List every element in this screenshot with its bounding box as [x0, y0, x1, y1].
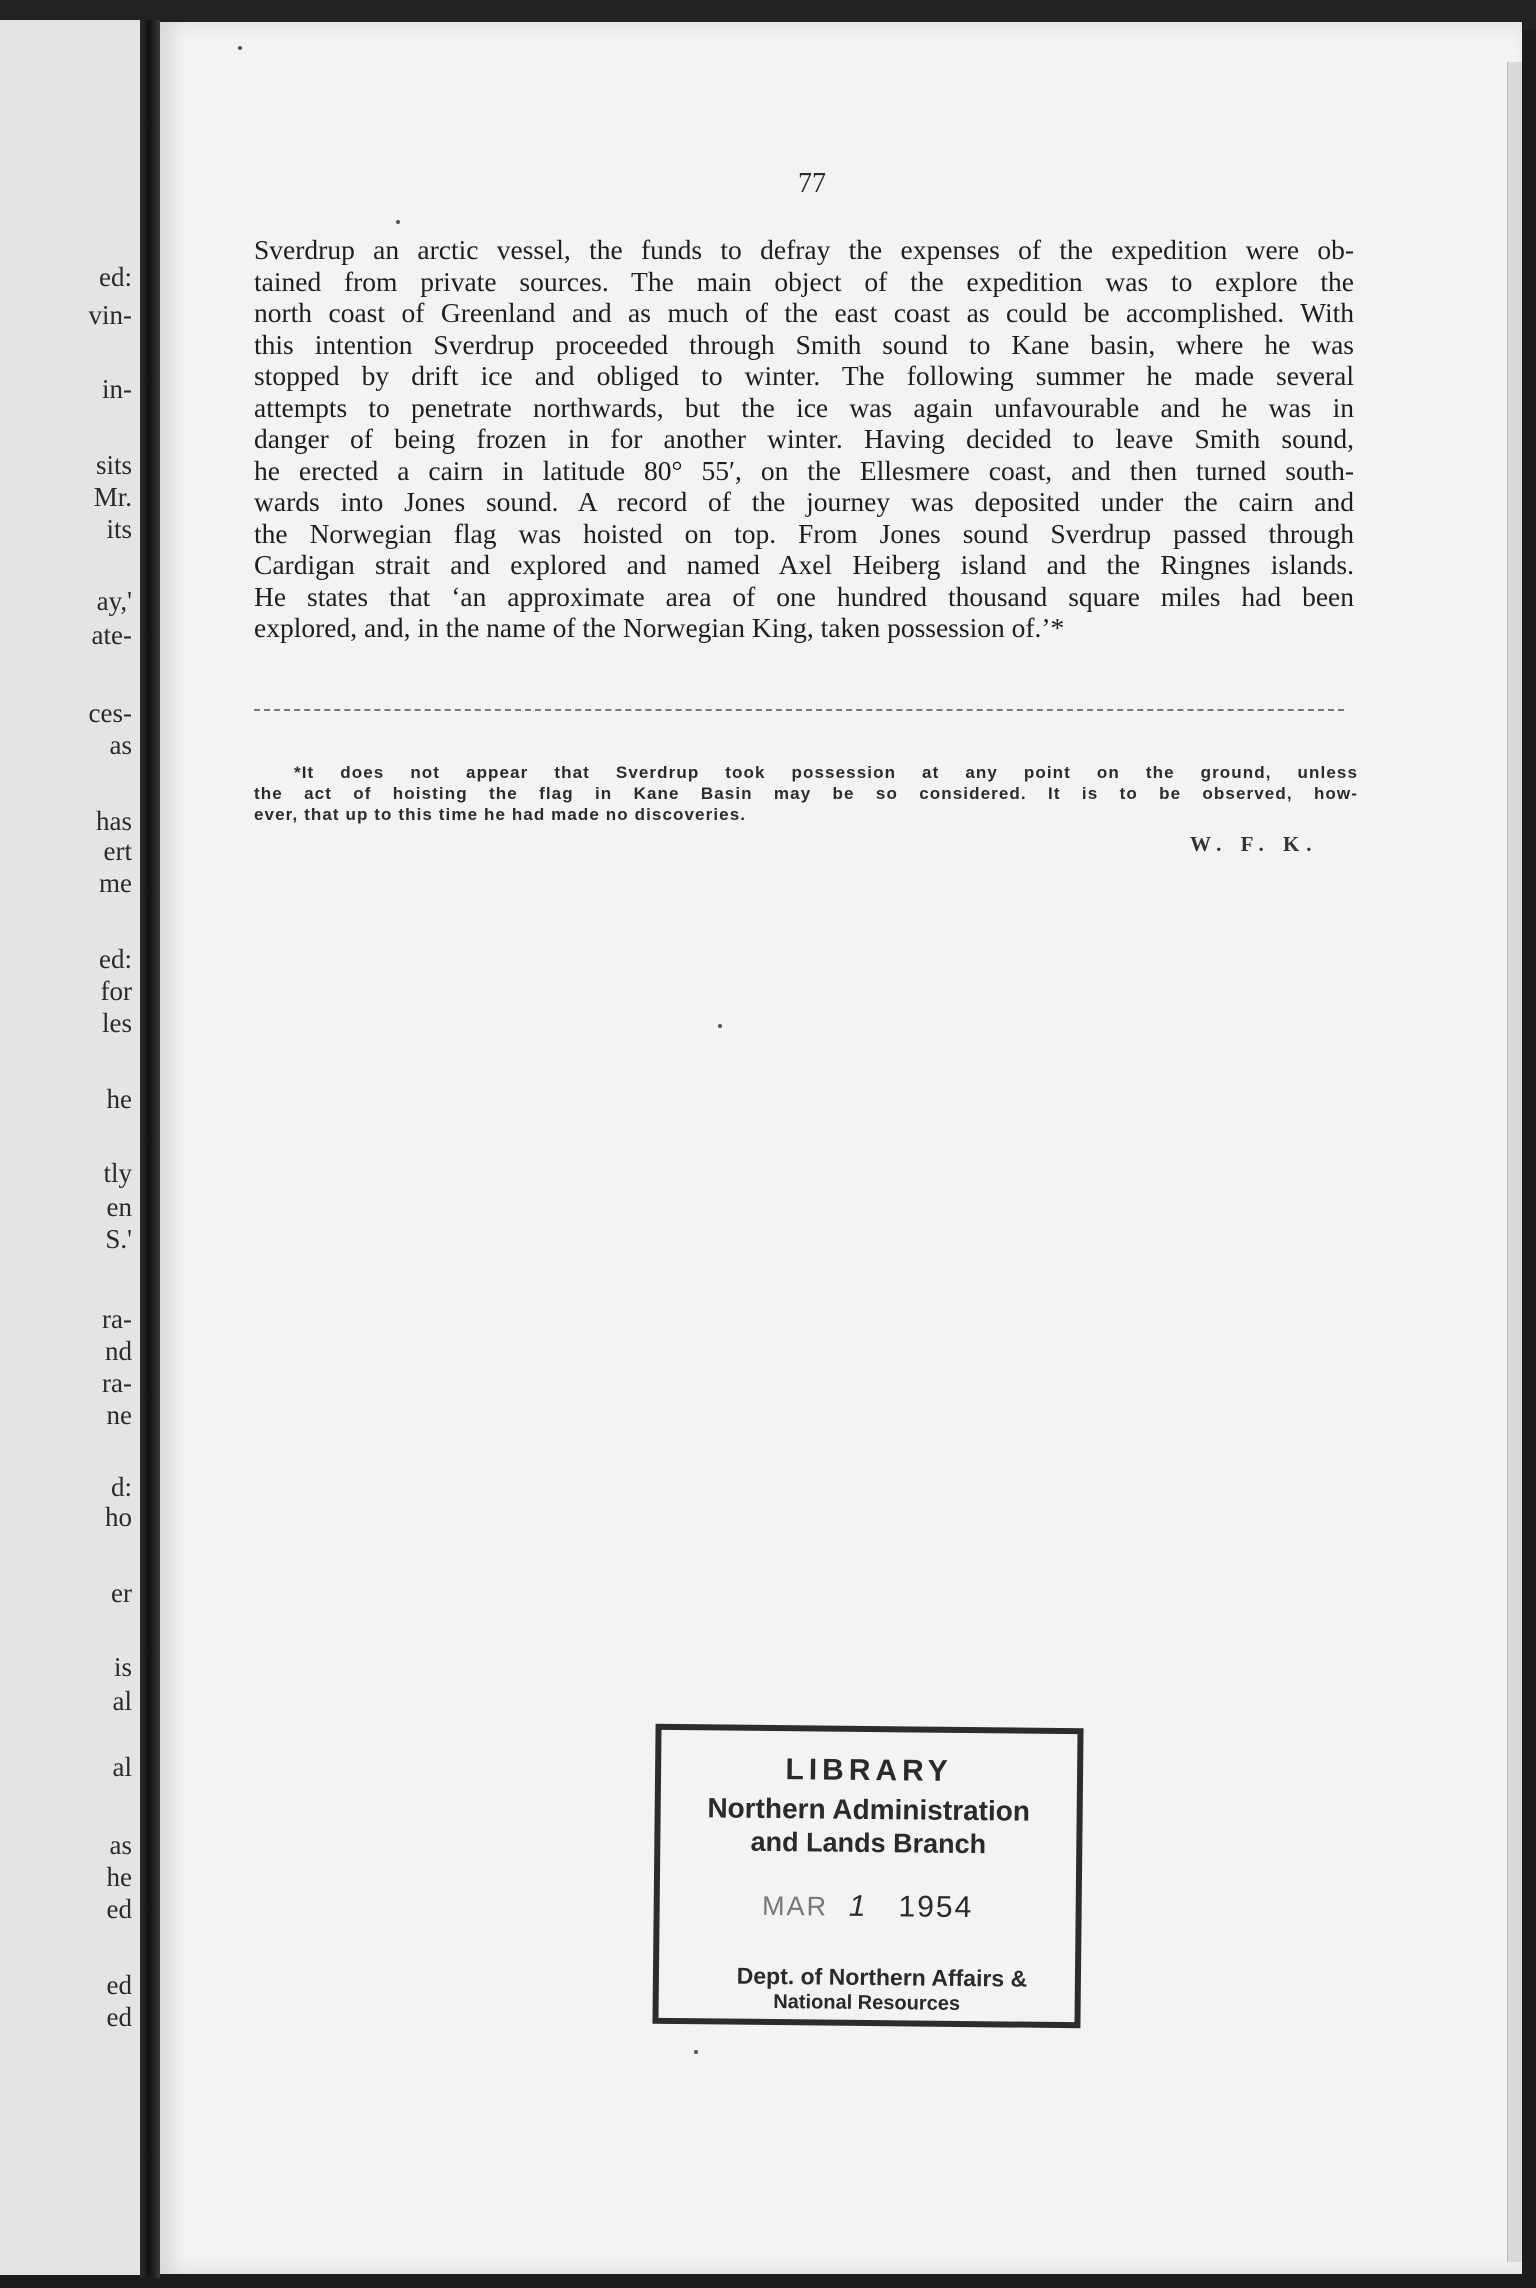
body-paragraph	[254, 234, 1354, 644]
stamp-date	[660, 1888, 1076, 1926]
body-line: stopped by drift ice and obliged to winter. The following summer he made several	[254, 360, 1354, 391]
facing-page-fragment: ed	[106, 1894, 132, 1924]
stamp-month: MAR	[761, 1890, 829, 1922]
facing-page-fragment: is	[113, 1652, 132, 1682]
facing-page-edge	[0, 20, 142, 2275]
facing-page-fragment: al	[112, 1686, 132, 1716]
body-line: this intention Sverdrup proceeded through Smith sound to Kane basin, where he was	[254, 328, 1354, 360]
facing-page-fragment: al	[112, 1752, 132, 1782]
facing-page-fragment: he	[106, 1862, 132, 1892]
scan-speck	[396, 220, 400, 224]
facing-page-fragment: ra-	[102, 1368, 132, 1398]
body-line: Sverdrup an arctic vessel, the funds to defray the expenses of the expedition were ob-	[254, 234, 1354, 265]
footnote-divider	[254, 709, 1344, 711]
facing-page-fragment: as	[109, 730, 132, 760]
book-spine	[140, 20, 160, 2278]
facing-page-fragment: Mr.	[93, 482, 132, 512]
body-line: the Norwegian flag was hoisted on top. From Jones sound Sverdrup passed through	[254, 517, 1354, 549]
body-line: He states that ‘an approximate area of one hundred thousand square miles had been	[254, 580, 1354, 612]
stamp-year: 1954	[898, 1890, 974, 1925]
author-initials: W. F. K.	[1190, 832, 1319, 856]
footnote-line: *It does not appear that Sverdrup took possession at any point on the ground, unless	[294, 763, 1358, 782]
facing-page-fragment: ert	[103, 836, 132, 866]
facing-page-fragment: as	[109, 1830, 132, 1860]
facing-page-fragment: for	[100, 976, 132, 1006]
facing-page-fragment: me	[99, 868, 132, 898]
body-line: wards into Jones sound. A record of the journey was deposited under the cairn and	[254, 486, 1354, 517]
document-page	[160, 22, 1522, 2274]
stamp-branch: and Lands Branch	[750, 1826, 987, 1860]
facing-page-fragment: ho	[105, 1502, 132, 1532]
scan-speck	[238, 46, 242, 50]
facing-page-fragment: ra-	[102, 1304, 132, 1334]
facing-page-fragment: tly	[103, 1158, 132, 1188]
facing-page-fragment: its	[106, 514, 132, 544]
body-line: north coast of Greenland and as much of the east coast as could be accomplished. With	[254, 297, 1354, 328]
facing-page-fragment: er	[111, 1578, 132, 1608]
facing-page-fragment: d:	[110, 1472, 132, 1502]
stamp-organization: Northern Administration	[707, 1792, 1031, 1827]
facing-page-fragment: ay,'	[96, 586, 132, 616]
body-line: danger of being frozen in for another winter. Having decided to leave Smith sound,	[254, 423, 1354, 454]
facing-page-fragment: S.'	[105, 1224, 132, 1254]
facing-page-fragment: ed	[106, 1970, 132, 2000]
body-line: attempts to penetrate northwards, but the ice was again unfavourable and he was in	[254, 391, 1354, 423]
body-line: Cardigan strait and explored and named Axel Heiberg island and the Ringnes islands.	[254, 549, 1354, 580]
facing-page-fragment: he	[106, 1084, 132, 1114]
page-edge	[1507, 62, 1522, 2262]
stamp-day: 1	[848, 1889, 868, 1923]
facing-page-fragment: ed	[106, 2002, 132, 2032]
scan-speck	[718, 1024, 722, 1028]
library-stamp	[652, 1724, 1083, 2028]
facing-page-fragment: has	[96, 806, 132, 836]
body-line: he erected a cairn in latitude 80° 55′, on the Ellesmere coast, and then turned south-	[254, 454, 1354, 486]
body-line: tained from private sources. The main object of the expedition was to explore the	[254, 265, 1354, 297]
facing-page-fragment: en	[106, 1192, 132, 1222]
scan-speck	[694, 2050, 698, 2054]
facing-page-fragment: les	[102, 1008, 132, 1038]
footnote-line: the act of hoisting the flag in Kane Basin may be so considered. It is to be observed, how-	[254, 784, 1358, 803]
facing-page-fragment: sits	[95, 450, 132, 480]
facing-page-fragment: ne	[106, 1400, 132, 1430]
body-line: explored, and, in the name of the Norwegian King, taken possession of.’*	[254, 612, 1065, 643]
facing-page-fragment: ces-	[88, 698, 132, 728]
facing-page-fragment: in-	[102, 374, 132, 404]
facing-page-fragment: nd	[105, 1336, 132, 1366]
stamp-department-line2: National Resources	[773, 1991, 961, 2015]
facing-page-fragment: ed:	[99, 944, 132, 974]
facing-page-fragment: vin-	[88, 300, 132, 330]
stamp-department: Dept. of Northern Affairs &	[736, 1962, 1028, 1992]
facing-page-fragment: ed:	[99, 262, 132, 292]
footnote-line: ever, that up to this time he had made no discoveries.	[254, 805, 747, 824]
page-number: 77	[798, 168, 826, 199]
footnote	[254, 762, 1358, 825]
facing-page-fragment: ate-	[91, 620, 132, 650]
stamp-title: LIBRARY	[785, 1753, 953, 1788]
